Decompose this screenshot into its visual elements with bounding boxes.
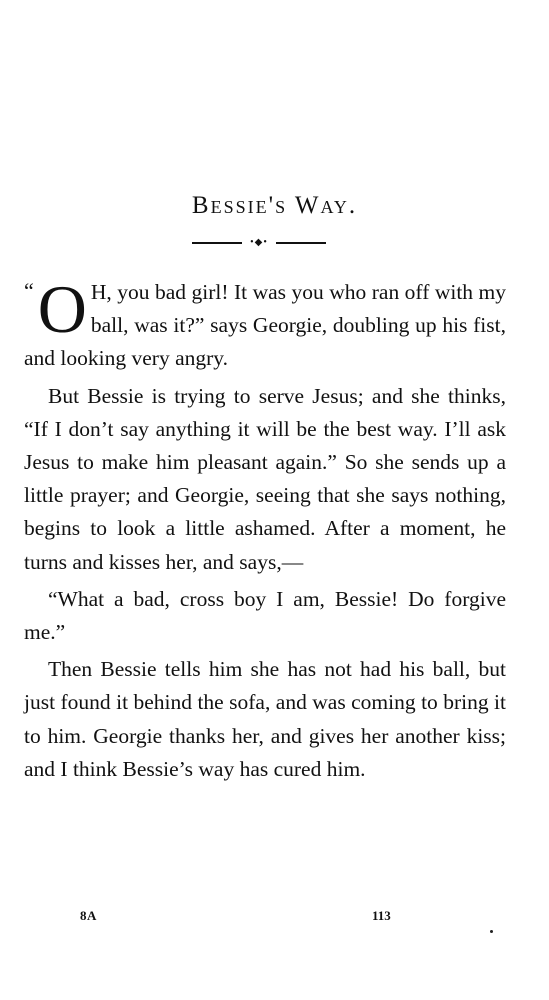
paragraph-4: Then Bessie tells him she has not had his ball, but just found it behind the sofa, and was coming to bring it to him. Georgie thanks her, and gives her another kiss; and I think Bessie’s way has cured him. xyxy=(24,657,506,781)
story-text xyxy=(24,271,506,790)
print-speck xyxy=(490,930,493,933)
paragraph-2: But Bessie is trying to serve Jesus; and she thinks, “If I don’t say anything it will be the best way. I’ll ask Jesus to make him pleasant again.” So she sends up a little prayer; and Georgie, seeing that she says nothing, begins to look a little ashamed. After a moment, he turns and kisses her, and says,— xyxy=(24,383,506,574)
chapter-title: Bessie's Way. xyxy=(191,192,358,219)
ornament-rule-left xyxy=(192,242,242,244)
title-ornament xyxy=(192,236,326,250)
drop-cap-letter: O xyxy=(37,271,87,347)
ornament-dots: •◆• xyxy=(250,237,268,248)
paragraph-1-text: H, you bad girl! It was you who ran off with my ball, was it?” says Georgie, doubling up his fist, and looking very angry. xyxy=(24,280,506,371)
paragraph-1 xyxy=(24,271,506,376)
signature-mark: 8A xyxy=(80,908,97,923)
opening-quote: “ xyxy=(24,278,34,303)
paragraph-3: “What a bad, cross boy I am, Bessie! Do forgive me.” xyxy=(24,586,506,645)
ornament-rule-right xyxy=(276,242,326,244)
page-number: 113 xyxy=(372,908,391,923)
dropcap-block xyxy=(24,271,87,347)
